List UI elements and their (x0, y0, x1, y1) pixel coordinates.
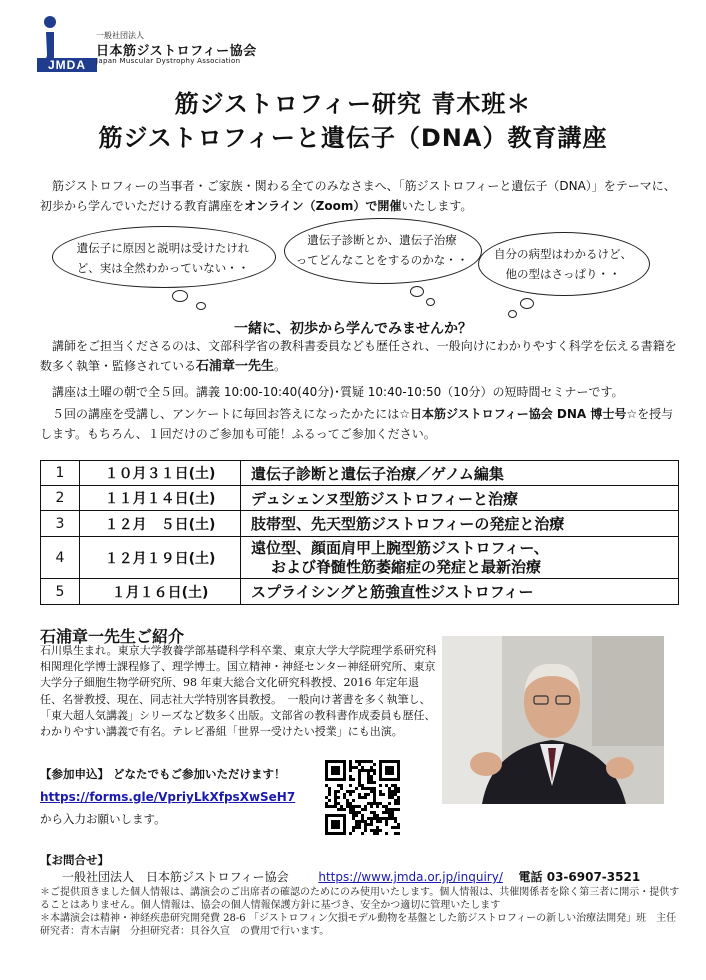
contact-line (62, 868, 640, 885)
instructor-bio: 石川県生まれ。東京大学教養学部基礎科学科卒業、東京大学大学院理学系研究科相関理化学博士課程修了、理学博士。国立精神・神経センター神経研究所、東京大学分子細胞生物学研究所、98 年東大総合文化研究科教授、2016 年定年退任、名誉教授、現在、同志社大学特別客員教授。 一般向け著書を多く執筆し、「東大超人気講義」シリーズなど数多く出版。文部省の教科書作成委員も歴任、わかりやすい講義で有名。テレビ番組「世界一受けたい授業」にも出演。 (40, 644, 437, 739)
intro-paragraph: 筋ジストロフィーの当事者・ご家族・関わる全てのみなさまへ、「筋ジストロフィーと遺伝子（DNA）」をテーマに、初歩から学んでいただける教育講座をオンライン（Zoom）で開催いたします。 (40, 179, 676, 213)
thought-dot (172, 290, 188, 302)
contact-heading: 【お問合せ】 (40, 853, 109, 867)
thought-bubble-3-text: 自分の病型はわかるけど、 他の型はさっぱり・・ (494, 247, 632, 281)
session-date: １２月 ５日(土) (80, 511, 241, 537)
session-topic: 遠位型、顔面肩甲上腕型筋ジストロフィー、 および脊髄性筋萎縮症の発症と最新治療 (241, 537, 679, 579)
contact-org: 一般社団法人 日本筋ジストロフィー協会 (62, 870, 289, 884)
title-line-2: 筋ジストロフィーと遺伝子（DNA）教育講座 (98, 124, 608, 152)
contact-url[interactable]: https://www.jmda.or.jp/inquiry/ (318, 870, 503, 884)
jmda-logo (36, 12, 98, 74)
thought-dot (196, 302, 206, 310)
contact-phone: 電話 03-6907-3521 (518, 870, 641, 884)
schedule-table (40, 460, 679, 605)
apply-instruction: から入力お願いします。 (40, 812, 166, 826)
funding-note: ＊本講演会は精神・神経疾患研究開発費 28-6 「ジストロフィン欠損モデル動物を基盤とした筋ジストロフィーの新しい治療法開発」班 主任研究者：青木吉嗣 分担研究者：貝谷久宣 の費用で行います。 (40, 913, 677, 937)
title-line-1: 筋ジストロフィー研究 青木班＊ (174, 90, 532, 118)
session-number: 4 (41, 537, 80, 579)
thought-dot (410, 286, 424, 297)
org-type: 一般社団法人 (96, 31, 144, 40)
instructor-heading: 石浦章一先生ご紹介 (40, 627, 185, 646)
schedule-row (41, 511, 679, 537)
session-number: 5 (41, 579, 80, 605)
session-date: １２月１９日(土) (80, 537, 241, 579)
apply-line: 【参加申込】 どなたでもご参加いただけます！ (40, 767, 286, 781)
session-date: １１月１４日(土) (80, 486, 241, 511)
schedule-row (41, 486, 679, 511)
privacy-note: ＊ご提供頂きました個人情報は、講演会のご出席者の確認のためにのみ使用いたします。個人情報は、共催関係者を除く第三者に開示・提供することはありません。個人情報は、協会の個人情報保護方針に基づき、安全かつ適切に管理いたします (40, 887, 680, 911)
org-name: 日本筋ジストロフィー協会 (96, 44, 257, 59)
lecturer-paragraph: 講師をご担当くださるのは、文部科学省の教科書委員なども歴任され、一般向けにわかりやすく科学を伝える書籍を数多く執筆・監修されている石浦章一先生。 (40, 339, 677, 374)
session-topic: 肢帯型、先天型筋ジストロフィーの発症と治療 (241, 511, 679, 537)
qr-code[interactable] (325, 760, 400, 835)
session-topic: 遺伝子診断と遺伝子治療／ゲノム編集 (241, 461, 679, 486)
session-number: 1 (41, 461, 80, 486)
session-topic: デュシェンヌ型筋ジストロフィーと治療 (241, 486, 679, 511)
thought-bubble-1-text: 遺伝子に原因と説明は受けたけれ ど、実は全然わかっていない・・ (76, 241, 250, 275)
schedule-paragraph: 講座は土曜の朝で全５回。講義 10:00-10:40(40分)･質疑 10:40-10:50（10分）の短時間セミナーです。 (52, 385, 624, 399)
session-date: １０月３１日(土) (80, 461, 241, 486)
thought-dot (508, 310, 517, 318)
schedule-row (41, 579, 679, 605)
org-english-name: Japan Muscular Dystrophy Association (96, 57, 241, 65)
certificate-paragraph: ５回の講座を受講し、アンケートに毎回お答えになったかたには☆日本筋ジストロフィー協会 DNA 博士号☆を授与します。もちろん、１回だけのご参加も可能！ふるってご参加ください。 (40, 407, 674, 441)
session-number: 3 (41, 511, 80, 537)
schedule-row (41, 461, 679, 486)
session-date: １月１６日(土) (80, 579, 241, 605)
apply-link[interactable]: https://forms.gle/VpriyLkXfpsXwSeH7 (40, 790, 296, 804)
thought-dot (520, 298, 534, 309)
thought-bubble-2-text: 遺伝子診断とか、遺伝子治療 ってどんなことをするのかな・・ (295, 233, 469, 267)
notes (40, 886, 680, 938)
instructor-photo (442, 636, 664, 804)
schedule-row (41, 537, 679, 579)
logo-text: JMDA (47, 58, 87, 72)
session-number: 2 (41, 486, 80, 511)
thought-dot (426, 298, 435, 306)
catchphrase: 一緒に、初歩から学んでみませんか？ (234, 321, 472, 337)
session-topic: スプライシングと筋強直性ジストロフィー (241, 579, 679, 605)
